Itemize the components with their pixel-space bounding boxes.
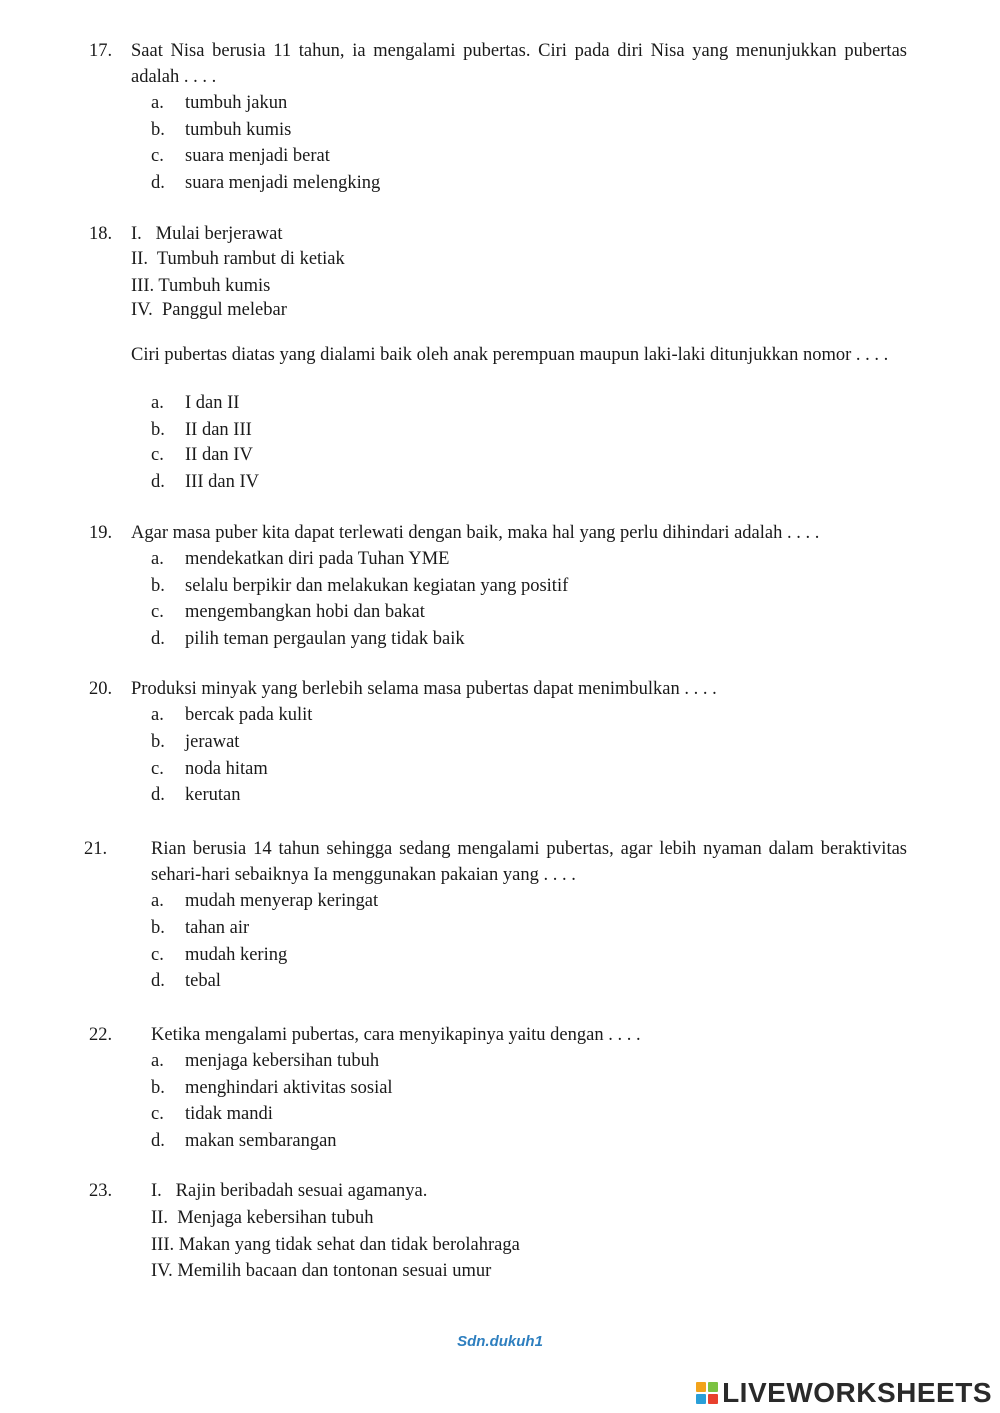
statement: III. Makan yang tidak sehat dan tidak berolahraga bbox=[151, 1235, 520, 1255]
option-text: bercak pada kulit bbox=[185, 705, 313, 725]
option-letter: c. bbox=[151, 759, 164, 779]
option-text: menghindari aktivitas sosial bbox=[185, 1078, 393, 1098]
question-number: 21. bbox=[84, 839, 108, 859]
statement: III. Tumbuh kumis bbox=[131, 276, 271, 296]
option-letter: b. bbox=[151, 420, 165, 440]
option-text: I dan II bbox=[185, 393, 240, 413]
logo-square bbox=[696, 1394, 706, 1404]
option-text: makan sembarangan bbox=[185, 1131, 337, 1151]
option-text: noda hitam bbox=[185, 759, 268, 779]
logo-square bbox=[696, 1382, 706, 1392]
option-letter: a. bbox=[151, 549, 164, 569]
brand-name: LIVEWORKSHEETS bbox=[722, 1377, 992, 1408]
option-text: II dan IV bbox=[185, 445, 253, 465]
option-letter: a. bbox=[151, 705, 164, 725]
statement: II. Menjaga kebersihan tubuh bbox=[151, 1208, 374, 1228]
option-letter: a. bbox=[151, 891, 164, 911]
statement: IV. Panggul melebar bbox=[131, 300, 287, 320]
option-letter: b. bbox=[151, 576, 165, 596]
option-letter: b. bbox=[151, 918, 165, 938]
option-text: kerutan bbox=[185, 785, 241, 805]
logo-square bbox=[708, 1382, 718, 1392]
option-text: suara menjadi berat bbox=[185, 146, 330, 166]
option-letter: a. bbox=[151, 393, 164, 413]
option-letter: b. bbox=[151, 732, 165, 752]
question-number: 18. bbox=[89, 224, 113, 244]
option-letter: d. bbox=[151, 472, 165, 492]
option-text: tebal bbox=[185, 971, 221, 991]
question-number: 22. bbox=[89, 1025, 113, 1045]
logo-square bbox=[708, 1394, 718, 1404]
option-letter: d. bbox=[151, 785, 165, 805]
question-number: 23. bbox=[89, 1181, 113, 1201]
statement: IV. Memilih bacaan dan tontonan sesuai umur bbox=[151, 1261, 492, 1281]
liveworksheets-logo bbox=[696, 1378, 992, 1408]
question-text: Saat Nisa berusia 11 tahun, ia mengalami pubertas. Ciri pada diri Nisa yang menunjukkan pubertas adalah . . . . bbox=[131, 41, 907, 87]
option-text: III dan IV bbox=[185, 472, 259, 492]
option-text: mengembangkan hobi dan bakat bbox=[185, 602, 425, 622]
option-letter: c. bbox=[151, 1104, 164, 1124]
option-letter: a. bbox=[151, 93, 164, 113]
question-text: Produksi minyak yang berlebih selama masa pubertas dapat menimbulkan . . . . bbox=[131, 679, 717, 699]
option-text: jerawat bbox=[185, 732, 240, 752]
footer-author: Sdn.dukuh1 bbox=[457, 1333, 543, 1350]
option-letter: d. bbox=[151, 1131, 165, 1151]
option-text: menjaga kebersihan tubuh bbox=[185, 1051, 380, 1071]
option-letter: c. bbox=[151, 445, 164, 465]
question-number: 20. bbox=[89, 679, 113, 699]
statement: I. Mulai berjerawat bbox=[131, 224, 283, 244]
liveworksheets-icon bbox=[696, 1382, 718, 1404]
option-letter: d. bbox=[151, 173, 165, 193]
option-text: II dan III bbox=[185, 420, 252, 440]
option-letter: c. bbox=[151, 146, 164, 166]
option-text: suara menjadi melengking bbox=[185, 173, 381, 193]
option-letter: d. bbox=[151, 971, 165, 991]
option-text: mudah menyerap keringat bbox=[185, 891, 379, 911]
option-text: pilih teman pergaulan yang tidak baik bbox=[185, 629, 465, 649]
option-letter: a. bbox=[151, 1051, 164, 1071]
question-text: Ciri pubertas diatas yang dialami baik oleh anak perempuan maupun laki-laki ditunjukkan nomor . . . . bbox=[131, 345, 889, 365]
question-number: 19. bbox=[89, 523, 113, 543]
option-text: selalu berpikir dan melakukan kegiatan yang positif bbox=[185, 576, 569, 596]
statement: I. Rajin beribadah sesuai agamanya. bbox=[151, 1181, 428, 1201]
statement: II. Tumbuh rambut di ketiak bbox=[131, 249, 345, 269]
question-text: Agar masa puber kita dapat terlewati dengan baik, maka hal yang perlu dihindari adalah . . . . bbox=[131, 523, 820, 543]
question-text: Ketika mengalami pubertas, cara menyikapinya yaitu dengan . . . . bbox=[151, 1025, 641, 1045]
option-text: tahan air bbox=[185, 918, 250, 938]
option-letter: b. bbox=[151, 120, 165, 140]
question-number: 17. bbox=[89, 41, 113, 61]
option-letter: d. bbox=[151, 629, 165, 649]
option-text: tumbuh kumis bbox=[185, 120, 292, 140]
option-letter: c. bbox=[151, 945, 164, 965]
option-text: tidak mandi bbox=[185, 1104, 273, 1124]
question-text: Rian berusia 14 tahun sehingga sedang mengalami pubertas, agar lebih nyaman dalam beraktivitas sehari-hari sebaiknya Ia menggunakan pakaian yang . . . . bbox=[151, 839, 907, 885]
option-text: mudah kering bbox=[185, 945, 288, 965]
option-text: mendekatkan diri pada Tuhan YME bbox=[185, 549, 450, 569]
option-letter: b. bbox=[151, 1078, 165, 1098]
option-letter: c. bbox=[151, 602, 164, 622]
option-text: tumbuh jakun bbox=[185, 93, 288, 113]
